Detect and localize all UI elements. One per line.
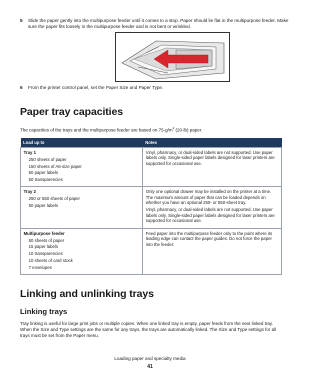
source-title: Tray 2	[23, 189, 37, 194]
capacity-item: 250 or 550 sheets of paper	[28, 196, 80, 202]
capacity-item: 50 paper labels	[28, 170, 58, 176]
capacity-item: 50 sheets of paper	[28, 237, 65, 243]
capacity-item: 7 envelopes	[28, 264, 52, 270]
intro-text-end: (20-lb) paper.	[174, 127, 203, 133]
footer-page-number: 41	[147, 364, 153, 370]
capacity-item: 50 transparencies	[28, 177, 63, 183]
note-text: Feed paper into the multipurpose feeder only to the point where its leading edge can contact the paper guides. Do not force the paper into the feeder.	[145, 230, 273, 247]
note-text: Vinyl, pharmacy, or dual-sided labels are not supported. Use paper labels only. Single-sided paper labels designed for laser printers are supported for occasional use.	[145, 207, 275, 224]
note-text: Vinyl, pharmacy, or dual-sided labels are not supported. Use paper labels only. Single-sided paper labels designed for laser printers are supported for occasional use.	[145, 149, 275, 166]
capacity-item: 150 sheets of A6-size paper	[28, 163, 82, 169]
capacities-intro	[20, 125, 284, 134]
source-title: Multipurpose feeder	[23, 230, 65, 236]
capacity-item: 10 transparencies	[28, 251, 63, 257]
paper-insert-arrow-icon	[116, 33, 229, 81]
table-cell-notes	[143, 147, 282, 186]
column-header-notes: Notes	[143, 138, 282, 147]
subheading-linking-trays: Linking trays	[20, 307, 68, 316]
intro-superscript: 2	[172, 126, 175, 130]
section-heading-linking: Linking and unlinking trays	[20, 288, 154, 300]
step-text: Slide the paper gently into the multipurpose feeder until it comes to a stop. Paper should lie flat in the multipurpose feeder. Make sure the paper fits loosely in the multipurpose feeder and is not bent or wrinkled.	[28, 18, 289, 29]
source-title: Tray 1	[23, 149, 37, 155]
paper-insert-illustration	[115, 32, 230, 82]
capacity-item: 15 paper labels	[28, 244, 58, 250]
capacity-item: 10 sheets of card stock	[28, 258, 73, 263]
linking-paragraph: Tray linking is useful for large print jobs or multiple copies. When one linked tray is empty, paper feeds from the next linked tray. When the Size and Type settings are the same for any trays, the trays are automatically linked. The Size and Type settings for all trays must be set from the Paper menu.	[20, 321, 277, 338]
table-header-row	[21, 138, 282, 147]
step-text: From the printer control panel, set the Paper Size and Paper Type.	[28, 85, 164, 90]
intro-text: The capacities of the trays and the multipurpose feeder are based on 75-g/m	[20, 127, 173, 133]
column-header-load: Load up to	[21, 138, 143, 147]
table-cell-source	[21, 228, 143, 274]
footer-chapter: Loading paper and specialty media	[114, 356, 186, 361]
table-row-tray2	[21, 187, 282, 229]
step-number: 5	[20, 18, 23, 23]
step-number: 6	[20, 85, 23, 90]
table-row-multipurpose-feeder	[21, 228, 282, 274]
table-cell-notes	[143, 187, 282, 229]
capacity-item: 250 sheets of paper	[28, 156, 67, 162]
note-text: Only one optional drawer may be installed on the printer at a time. The maximum amount of paper that can be loaded depends on whether you have an optional 250- or 550-sheet tray.	[145, 189, 272, 206]
table-cell-source	[21, 147, 143, 186]
table-row-tray1	[21, 147, 282, 186]
capacity-item: 50 paper labels	[28, 202, 58, 208]
section-heading-capacities: Paper tray capacities	[20, 106, 123, 118]
table-cell-source	[21, 187, 143, 229]
table-cell-notes	[143, 228, 282, 274]
capacities-table	[20, 138, 282, 275]
